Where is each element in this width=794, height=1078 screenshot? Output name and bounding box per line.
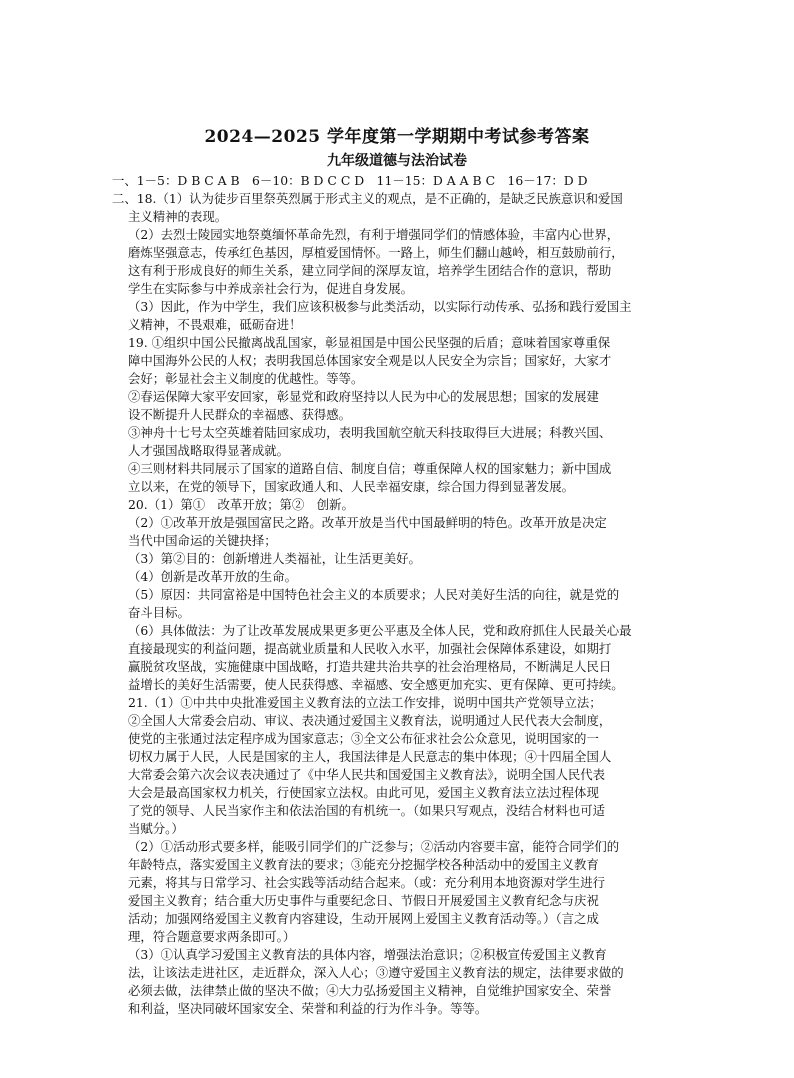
text-line: （2）去烈士陵园实地祭奠缅怀革命先烈，有利于增强同学们的情感体验，丰富内心世界，	[128, 227, 620, 242]
text-line: （3）第②目的：创新增进人类福祉，让生活更美好。	[128, 551, 421, 566]
text-line: 年龄特点，落实爱国主义教育法的要求；③能充分挖掘学校各种活动中的爱国主义教育	[128, 857, 599, 872]
document-title: 2024—2025 学年度第一学期期中考试参考答案	[204, 127, 590, 147]
text-line: 大常委会第六次会议表决通过了《中华人民共和国爱国主义教育法》，说明全国人民代表	[128, 767, 606, 782]
text-line: 使党的主张通过法定程序成为国家意志；③全文公布征求社会公众意见，说明国家的一	[128, 731, 599, 746]
text-line: 义精神，不畏艰难，砥砺奋进！	[128, 317, 302, 332]
text-line: 益增长的美好生活需要，使人民获得感、幸福感、安全感更加充实、更有保障、更可持续。	[128, 677, 624, 692]
text-line: 赢脱贫攻坚战，实施健康中国战略，打造共建共治共享的社会治理格局，不断满足人民日	[128, 659, 612, 674]
text-line: 当赋分。）	[128, 821, 184, 836]
text-line: 爱国主义教育；结合重大历史事件与重要纪念日、节假日开展爱国主义教育纪念与庆祝	[128, 893, 599, 908]
text-line: 一、1－5：D B C A B 6－10：B D C C D 11－15：D A A B C 16－17：D D	[112, 173, 588, 188]
text-line: 切权力属于人民，人民是国家的主人，我国法律是人民意志的集中体现；④十四届全国人	[128, 749, 612, 764]
text-line: 磨炼坚强意志，传承红色基因，厚植爱国情怀。一路上，师生们翻山越岭，相互鼓励前行，	[128, 245, 624, 260]
text-line: 奋斗目标。	[128, 605, 190, 620]
text-line: 法，让该法走进社区，走近群众，深入人心；③遵守爱国主义教育法的规定，法律要求做的	[128, 965, 624, 980]
text-line: （4）创新是改革开放的生命。	[128, 569, 297, 584]
text-line: 21.（1）①中共中央批准爱国主义教育法的立法工作安排，说明中国共产党领导立法；	[128, 695, 602, 710]
text-line: 学生在实际参与中养成亲社会行为，促进自身发展。	[128, 281, 413, 296]
text-line: 人才强国战略取得显著成就。	[128, 443, 290, 458]
text-line: 元素，将其与日常学习、社会实践等活动结合起来。（或：充分利用本地资源对学生进行	[128, 875, 606, 890]
text-line: 立以来，在党的领导下，国家政通人和、人民幸福安康，综合国力得到显著发展。	[128, 479, 575, 494]
text-line: 当代中国命运的关键抉择；	[128, 533, 277, 548]
text-line: ②全国人大常委会启动、审议、表决通过爱国主义教育法，说明通过人民代表大会制度，	[128, 713, 612, 728]
text-line: ④三则材料共同展示了国家的道路自信、制度自信；尊重保障人权的国家魅力；新中国成	[128, 461, 612, 476]
document-subtitle: 九年级道德与法治试卷	[327, 153, 467, 169]
text-line: 会好；彰显社会主义制度的优越性。等等。	[128, 371, 364, 386]
text-line: 了党的领导、人民当家作主和依法治国的有机统一。（如果只写观点，没结合材料也可适	[128, 803, 606, 818]
text-line: （2）①改革开放是强国富民之路。改革开放是当代中国最鲜明的特色。改革开放是决定	[128, 515, 607, 530]
text-line: 这有利于形成良好的师生关系，建立同学间的深厚友谊，培养学生团结合作的意识，帮助	[128, 263, 612, 278]
text-line: 主义精神的表现。	[128, 209, 228, 224]
answer-body	[112, 172, 698, 1018]
text-line: （3）因此，作为中学生，我们应该积极参与此类活动，以实际行动传承、弘扬和践行爱国主	[128, 299, 632, 314]
text-line: 直接最现实的利益问题，提高就业质量和人民收入水平，加强社会保障体系建设，如期打	[128, 641, 612, 656]
text-line: （2）①活动形式要多样，能吸引同学们的广泛参与；②活动内容要丰富，能符合同学们的	[128, 839, 620, 854]
text-line: （3）①认真学习爱国主义教育法的具体内容，增强法治意识；②积极宣传爱国主义教育	[128, 947, 607, 962]
text-line: 必须去做，法律禁止做的坚决不做；④大力弘扬爱国主义精神，自觉维护国家安全、荣誉	[128, 983, 612, 998]
text-line: 和利益，坚决同破坏国家安全、荣誉和利益的行为作斗争。等等。	[128, 1001, 488, 1016]
text-line: ③神舟十七号太空英雄着陆回家成功，表明我国航空航天科技取得巨大进展；科教兴国、	[128, 425, 612, 440]
text-line: 活动；加强网络爱国主义教育内容建设，生动开展网上爱国主义教育活动等。）（言之成	[128, 911, 599, 926]
text-line: 大会是最高国家权力机关，行使国家立法权。由此可见，爱国主义教育法立法过程体现	[128, 785, 599, 800]
text-line: 20.（1）第① 改革开放；第② 创新。	[128, 497, 354, 512]
text-line: ②春运保障大家平安回家，彰显党和政府坚持以人民为中心的发展思想；国家的发展建	[128, 389, 599, 404]
text-line: 障中国海外公民的人权；表明我国总体国家安全观是以人民安全为宗旨；国家好，大家才	[128, 353, 612, 368]
text-line: 19. ①组织中国公民撤离战乱国家，彰显祖国是中国公民坚强的后盾；意味着国家尊重保	[128, 335, 611, 350]
text-line: 理，符合题意要求两条即可。）	[128, 929, 296, 944]
text-line: （6）具体做法：为了让改革发展成果更多更公平惠及全体人民，党和政府抓住人民最关心最	[128, 623, 632, 638]
text-line: （5）原因：共同富裕是中国特色社会主义的本质要求；人民对美好生活的向往，就是党的	[128, 587, 620, 602]
text-line: 二、18.（1）认为徒步百里祭英烈属于形式主义的观点，是不正确的，是缺乏民族意识和爱国	[112, 191, 623, 206]
text-line: 设不断提升人民群众的幸福感、获得感。	[128, 407, 352, 422]
